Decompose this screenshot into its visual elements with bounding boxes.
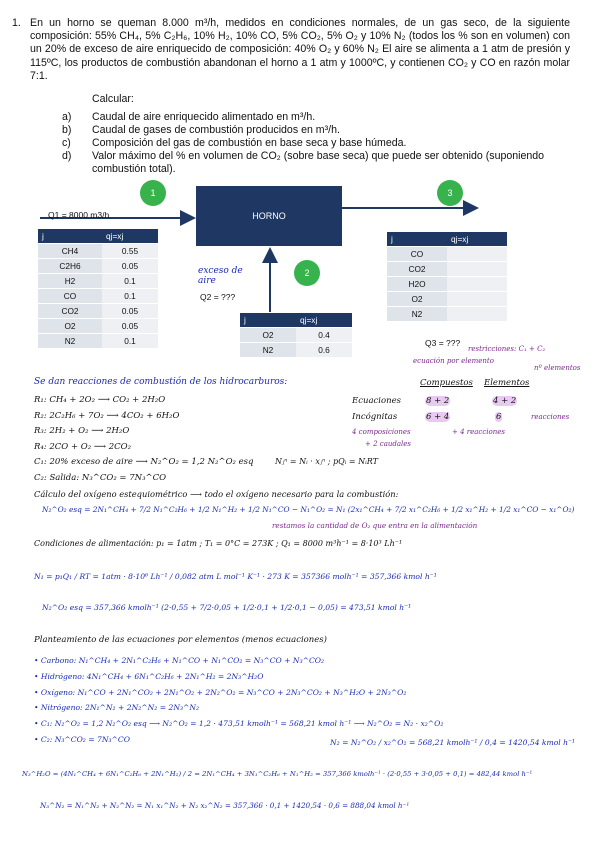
problem-number: 1. (12, 17, 21, 29)
question-letter: a) (62, 111, 72, 123)
planteamiento-title: Planteamiento de las ecuaciones por elementos (menos ecuaciones) (34, 635, 327, 645)
elementos-header: Elementos (484, 378, 530, 388)
ecuacion-por-elemento-note: ecuación por elemento (413, 357, 494, 365)
stream2-marker: 2 (294, 260, 320, 286)
q2-label: Q2 = ??? (200, 292, 236, 302)
table-row: H2 0.1 (38, 274, 158, 289)
question-text: Caudal de aire enriquecido alimentado en m³/h. (92, 111, 316, 123)
calculo-equation: N₂^O₂ esq = 2N₁^CH₄ + 7/2 N₁^C₂H₆ + 1/2 N₁^H₂ + 1/2 N₁^CO − N₁^O₂ = N₁ (2x₁^CH₄ + 7/2 x₁^C₂H₆ + 1/2 x₁^H₂ + 1/2 x₁^CO − x₁^O₂) (42, 505, 575, 514)
table-row: CO2 0.05 (38, 304, 158, 319)
restricciones-note: restricciones: C₁ + C₂ (468, 345, 546, 353)
question-text: Valor máximo del % en volumen de CO₂ (sobre base seca) que puede ser obtenido (suponiendo combustión total). (92, 150, 545, 175)
reaction-r1: R₁: CH₄ + 2O₂ ⟶ CO₂ + 2H₂O (34, 395, 166, 405)
table-row: O2 0.05 (38, 319, 158, 334)
table-header: j (387, 232, 447, 247)
table-row: N2 (387, 307, 507, 322)
question-text: Caudal de gases de combustión producidos en m³/h. (92, 124, 340, 136)
table-row: H2O (387, 277, 507, 292)
table-row: C2H6 0.05 (38, 259, 158, 274)
stream3-marker: 3 (437, 180, 463, 206)
n3-n2-equation: N₃^N₂ = N₁^N₂ + N₂^N₂ = N₁ x₁^N₂ + N₂ x₂^N₂ = 357,366 · 0,1 + 1420,54 · 0,6 = 888,04 kmol h⁻¹ (40, 801, 410, 810)
table-row: N2 0.1 (38, 334, 158, 349)
incognitas-compuestos: 6 + 4 (426, 412, 450, 422)
incognitas-label: Incógnitas (352, 412, 398, 422)
exceso-note: exceso de aire (198, 266, 243, 286)
table-header: qj=xj (447, 232, 507, 247)
c2-balance: • C₂: N₃^CO₂ = 7N₃^CO (34, 734, 130, 744)
ecuaciones-compuestos: 8 + 2 (426, 396, 450, 406)
calcular-label: Calcular: (92, 93, 134, 105)
ecuaciones-elementos: 4 + 2 (493, 396, 517, 406)
table-header: j (240, 313, 296, 328)
n3-h2o-equation: N₃^H₂O = (4N₁^CH₄ + 6N₁^C₂H₆ + 2N₁^H₂) / 2 = 2N₁^CH₄ + 3N₁^C₂H₆ + N₁^H₂ = 357,366 kmolh⁻¹ · (2·0,55 + 3·0,05 + 0,1) = 482,44 kmol h⁻¹ (22, 770, 533, 778)
composiciones-note: 4 composiciones (352, 428, 411, 436)
table-header: j (38, 229, 102, 244)
reacciones-title: Se dan reacciones de combustión de los hidrocarburos: (34, 377, 288, 387)
reacciones-note: reacciones (531, 413, 570, 421)
carbono-balance: • Carbono: N₁^CH₄ + 2N₁^C₂H₆ + N₁^CO + N₁^CO₂ = N₃^CO + N₃^CO₂ (34, 656, 325, 665)
question-text: Composición del gas de combustión en base seca y base húmeda. (92, 137, 407, 149)
table-stream3 (387, 232, 507, 322)
table-stream1 (38, 229, 158, 349)
cuatro-reacciones-note: + 4 reacciones (452, 428, 505, 436)
stream1-marker: 1 (140, 180, 166, 206)
ni-equation: Nⱼⁿ = Nᵢ · xⱼⁿ ; pQᵢ = NᵢRT (275, 457, 378, 466)
q3-label: Q3 = ??? (425, 338, 461, 348)
c1-balance: • C₁: N₂^O₂ = 1,2 N₂^O₂ esq ⟶ N₂^O₂ = 1,2 · 473,51 kmolh⁻¹ = 568,21 kmol h⁻¹ ⟶ N₂^O₂ = N₂ · x₂^O₂ (34, 719, 444, 729)
ecuaciones-label: Ecuaciones (352, 396, 401, 406)
q1-label: Q1 = 8000 m3/h (48, 210, 110, 220)
calculo-title: Cálculo del oxígeno estequiométrico ⟶ todo el oxígeno necesario para la combustión: (34, 489, 399, 499)
compuestos-header: Compuestos (420, 378, 473, 388)
table-row: CO (387, 247, 507, 262)
problem-text: En un horno se queman 8.000 m³/h, medidos en condiciones normales, de un gas seco, de la siguiente composición: 55% CH₄, 5% C₂H₆, 10% H₂, 10% CO, 5% CO₂, 5% O₂ y 10% N₂ (todos los % son en volumen) con un 20% de exceso de aire enriquecido de composición: 40% O₂ y 60% N₂ El aire se alimenta a 1 atm de presión y 115ºC, los productos de combustión abandonan el horno a 1 atm y 1000ºC, y contienen CO₂ y CO en razón molar 7:1. (30, 17, 570, 82)
restamos-note: restamos la cantidad de O₂ que entra en la alimentación (272, 521, 478, 530)
table-row: O2 0.4 (240, 328, 352, 343)
furnace-box: HORNO (196, 186, 342, 246)
reaction-r4: R₄: 2CO + O₂ ⟶ 2CO₂ (34, 441, 132, 452)
condiciones-line: Condiciones de alimentación: p₁ = 1atm ; T₁ = 0°C = 273K ; Q₁ = 8000 m³h⁻¹ = 8·10³ Lh⁻¹ (34, 539, 403, 548)
table-row: N2 0.6 (240, 343, 352, 358)
table-row: CO 0.1 (38, 289, 158, 304)
caudales-note: + 2 caudales (365, 440, 411, 448)
table-row: CH4 0.55 (38, 244, 158, 259)
n-elementos-note: nº elementos (534, 364, 581, 372)
question-letter: c) (62, 137, 71, 149)
table-row: CO2 (387, 262, 507, 277)
reactions-list (34, 393, 253, 486)
oxigeno-balance: • Oxígeno: N₁^CO + 2N₁^CO₂ + 2N₁^O₂ + 2N₂^O₂ = N₃^CO + 2N₃^CO₂ + N₃^H₂O + 2N₃^O₂ (34, 687, 407, 697)
table-header: qj=xj (102, 229, 158, 244)
element-balances (34, 653, 443, 748)
incognitas-elementos: 6 (496, 412, 502, 422)
table-row: O2 (387, 292, 507, 307)
table-stream2 (240, 313, 352, 358)
constraint-c2: C₂: Salida: N₃^CO₂ = 7N₃^CO (34, 472, 167, 483)
table-header: qj=xj (296, 313, 352, 328)
reaction-r2: R₂: 2C₂H₆ + 7O₂ ⟶ 4CO₂ + 6H₂O (34, 410, 180, 421)
constraint-c1: C₁: 20% exceso de aire ⟶ N₂^O₂ = 1,2 N₂^O₂ esq (34, 457, 254, 467)
question-letter: b) (62, 124, 72, 136)
n2-result: N₂ = N₂^O₂ / x₂^O₂ = 568,21 kmolh⁻¹ / 0,4 = 1420,54 kmol h⁻¹ (330, 738, 576, 747)
nitrogeno-balance: • Nitrógeno: 2N₁^N₂ + 2N₂^N₂ = 2N₃^N₂ (34, 703, 200, 713)
reaction-r3: R₃: 2H₂ + O₂ ⟶ 2H₂O (34, 426, 130, 436)
n2-o2-equation: N₂^O₂ esq = 357,366 kmolh⁻¹ (2·0,55 + 7/2·0,05 + 1/2·0,1 + 1/2·0,1 − 0,05) = 473,51 kmol h⁻¹ (42, 603, 412, 612)
n1-equation: N₁ = p₁Q₁ / RT = 1atm · 8·10⁶ Lh⁻¹ / 0,082 atm L mol⁻¹ K⁻¹ · 273 K = 357366 molh⁻¹ = 357,366 kmol h⁻¹ (34, 572, 437, 581)
hidrogeno-balance: • Hidrógeno: 4N₁^CH₄ + 6N₁^C₂H₆ + 2N₁^H₂ = 2N₃^H₂O (34, 671, 264, 681)
question-letter: d) (62, 150, 72, 162)
